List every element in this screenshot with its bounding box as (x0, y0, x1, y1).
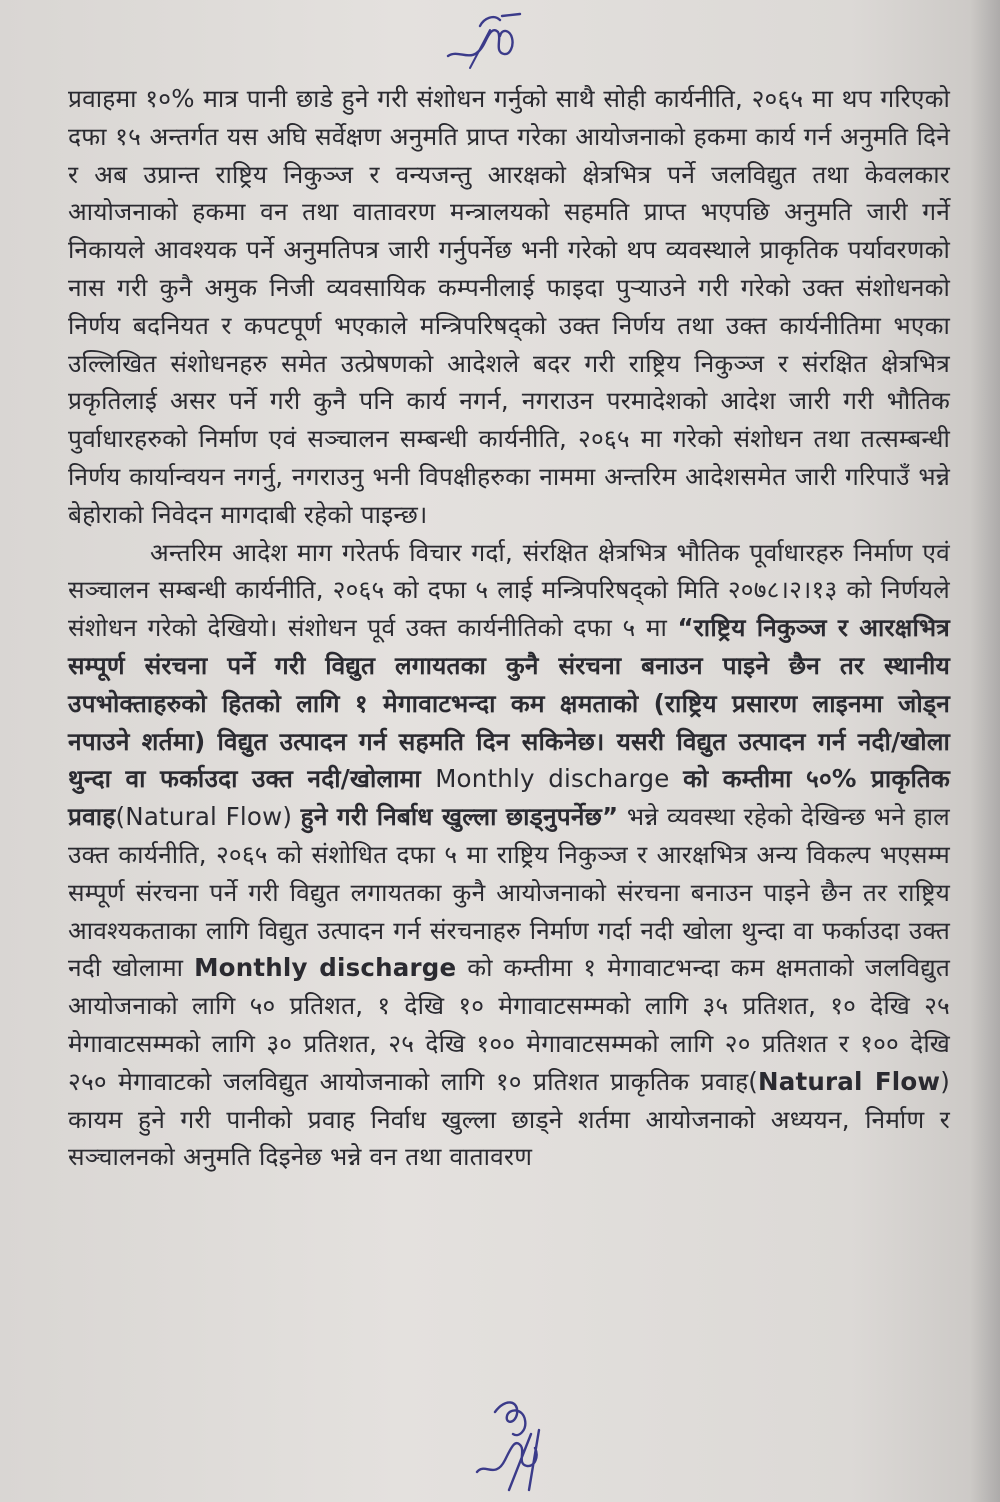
text-run: Monthly discharge (194, 953, 457, 983)
text-run: (Natural Flow) (115, 802, 301, 832)
paragraph-1 (68, 80, 950, 534)
text-run: हुने गरी निर्बाध खुल्ला छाड्नुपर्नेछ” (300, 802, 619, 832)
top-signature (440, 8, 530, 78)
text-run: भन्ने व्यवस्था रहेको देखिन्छ भने हाल उक्त कार्यनीति, २०६५ को संशोधित दफा ५ मा राष्ट्रिय निकुञ्ज र आरक्षभित्र अन्य विकल्प भएसम्म सम्पूर्ण संरचना पर्ने गरी विद्युत लगायतका कुनै आयोजनाको संरचना बनाउन पाइने छैन तर राष्ट्रिय आवश्यकताका लागि विद्युत उत्पादन गर्न संरचनाहरु निर्माण गर्दा नदी खोला थुन्दा वा फर्काउदा उक्त नदी खोलामा (68, 802, 950, 983)
text-run: प्रवाहमा १०% मात्र पानी छाडे हुने गरी संशोधन गर्नुको साथै सोही कार्यनीति, २०६५ मा थप गरिएको दफा १५ अन्तर्गत यस अघि सर्वेक्षण अनुमति प्राप्त गरेका आयोजनाको हकमा कार्य गर्न अनुमति दिने र अब उप्रान्त राष्ट्रिय निकुञ्ज र वन्यजन्तु आरक्षको क्षेत्रभित्र पर्ने जलविद्युत तथा केवलकार आयोजनाको हकमा वन तथा वातावरण मन्त्रालयको सहमति प्राप्त भएपछि अनुमति जारी गर्ने निकायले आवश्यक पर्ने अनुमतिपत्र जारी गर्नुपर्नेछ भनी गरेको थप व्यवस्थाले प्राकृतिक पर्यावरणको नास गरी कुनै अमुक निजी व्यवसायिक कम्पनीलाई फाइदा पुऱ्याउने गरी गरेको उक्त संशोधनको निर्णय बदनियत र कपटपूर्ण भएकाले मन्त्रिपरिषद्को उक्त निर्णय तथा उक्त कार्यनीतिमा भएका उल्लिखित संशोधनहरु समेत उत्प्रेषणको आदेशले बदर गरी राष्ट्रिय निकुञ्ज र संरक्षित क्षेत्रभित्र प्रकृतिलाई असर पर्ने गरी कुनै पनि कार्य नगर्न, नगराउन परमादेशको आदेश जारी गरी भौतिक पुर्वाधारहरुको निर्माण एवं सञ्चालन सम्बन्धी कार्यनीति, २०६५ मा गरेको संशोधन तथा तत्सम्बन्धी निर्णय कार्यान्वयन नगर्नु, नगराउनु भनी विपक्षीहरुका नाममा अन्तरिम आदेशसमेत जारी गरिपाउँ भन्ने बेहोराको निवेदन मागदाबी रहेको पाइन्छ। (68, 84, 950, 529)
text-run: को कम्तीमा ५०% प्राकृतिक प्रवाह (68, 764, 950, 832)
text-run: ) कायम हुने गरी पानीको प्रवाह निर्वाध खुल्ला छाड्ने शर्तमा आयोजनाको अध्ययन, निर्माण र सञ्चालनको अनुमति दिइनेछ भन्ने वन तथा वातावरण (68, 1066, 950, 1172)
document-body (68, 80, 950, 1176)
paper-shadow-edge (970, 0, 1000, 1502)
text-run: अन्तरिम आदेश माग गरेतर्फ विचार गर्दा, संरक्षित क्षेत्रभित्र भौतिक पूर्वाधारहरु निर्माण एवं सञ्चालन सम्बन्धी कार्यनीति, २०६५ को दफा ५ लाई मन्त्रिपरिषद्को मिति २०७८।२।१३ को निर्णयले संशोधन गरेको देखियो। संशोधन पूर्व उक्त कार्यनीतिको दफा ५ मा (68, 537, 950, 643)
text-run: “राष्ट्रिय निकुञ्ज र आरक्षभित्र सम्पूर्ण संरचना पर्ने गरी विद्युत लगायतका कुनै संरचना बनाउन पाइने छैन तर स्थानीय उपभोक्ताहरुको हितको लागि १ मेगावाटभन्दा कम क्षमताको (राष्ट्रिय प्रसारण लाइनमा जोड्न नपाउने शर्तमा) विद्युत उत्पादन गर्न सहमति दिन सकिनेछ। यसरी विद्युत उत्पादन गर्न नदी/खोला थुन्दा वा फर्काउदा उक्त नदी/खोलामा (68, 613, 950, 794)
text-run: Monthly discharge (435, 764, 684, 794)
text-run: Natural Flow (758, 1066, 941, 1096)
bottom-signature (455, 1390, 565, 1500)
text-run: को कम्तीमा १ मेगावाटभन्दा कम क्षमताको जलविद्युत आयोजनाको लागि ५० प्रतिशत, १ देखि १० मेगावाटसम्मको लागि ३५ प्रतिशत, १० देखि २५ मेगावाटसम्मको लागि ३० प्रतिशत, २५ देखि १०० मेगावाटसम्मको लागि २० प्रतिशत र १०० देखि २५० मेगावाटको जलविद्युत आयोजनाको लागि १० प्रतिशत प्राकृतिक प्रवाह( (68, 953, 950, 1096)
paragraph-2 (68, 534, 950, 1177)
